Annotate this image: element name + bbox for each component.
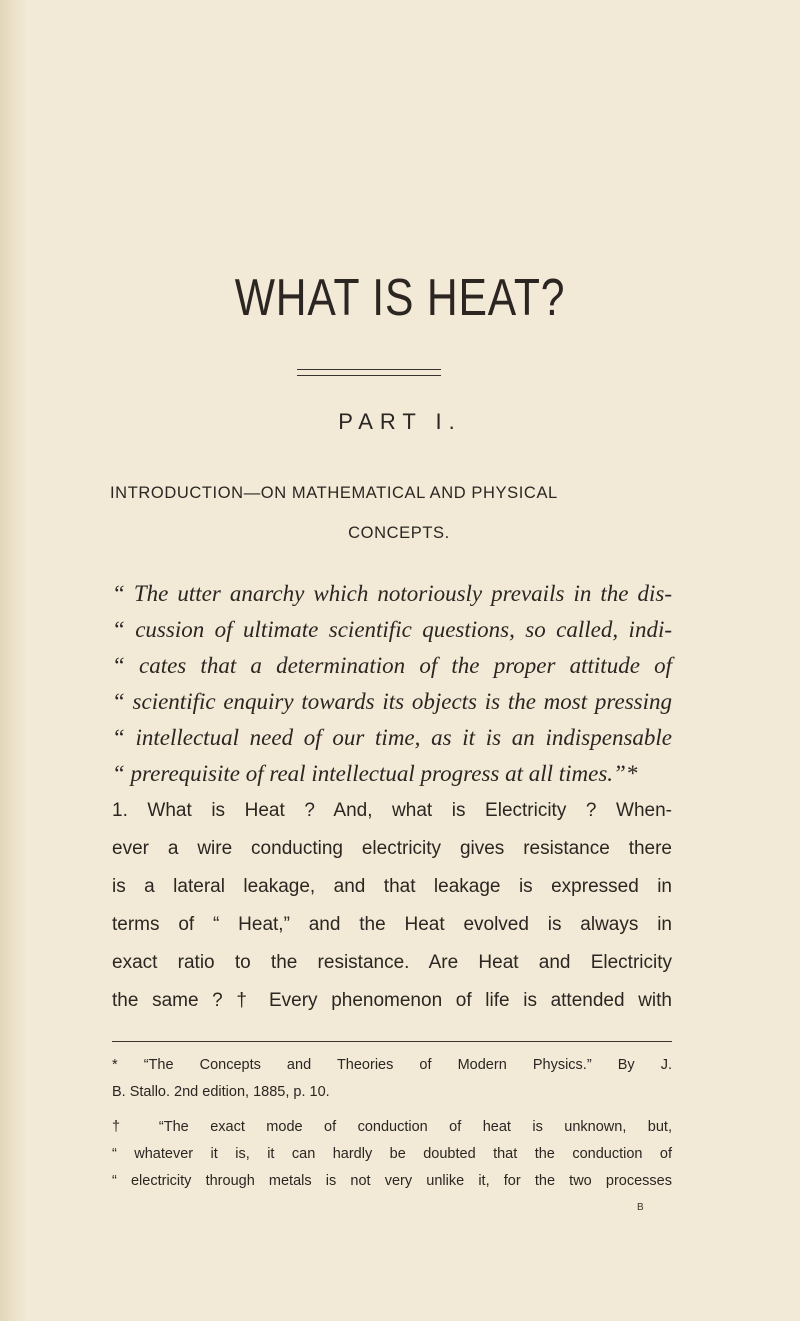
page-edge bbox=[0, 0, 28, 1321]
chapter-heading bbox=[110, 473, 670, 553]
footnotes bbox=[112, 1052, 672, 1195]
epigraph bbox=[112, 576, 672, 792]
body-line: exact ratio to the resistance. Are Heat and Electricity bbox=[112, 952, 672, 973]
epigraph-line: “ scientific enquiry towards its objects is the most pressing bbox=[112, 689, 672, 714]
body-paragraph bbox=[112, 792, 672, 1020]
footnote-star-line: B. Stallo. 2nd edition, 1885, p. 10. bbox=[112, 1084, 330, 1100]
footnote-dagger-line: † “The exact mode of conduction of heat is unknown, but, bbox=[112, 1119, 672, 1135]
footnote-dagger-line: “ whatever it is, it can hardly be doubted that the conduction of bbox=[112, 1146, 672, 1162]
body-line: the same ? † Every phenomenon of life is attended with bbox=[112, 990, 672, 1011]
signature-mark: B bbox=[637, 1202, 645, 1213]
body-line: terms of “ Heat,” and the Heat evolved is always in bbox=[112, 914, 672, 935]
body-line: ever a wire conducting electricity gives resistance there bbox=[112, 838, 672, 859]
chapter-heading-line-2: CONCEPTS. bbox=[348, 524, 450, 542]
epigraph-line: “ intellectual need of our time, as it is an indispensable bbox=[112, 725, 672, 750]
chapter-heading-line-1: INTRODUCTION—ON MATHEMATICAL AND PHYSICAL bbox=[110, 484, 558, 502]
epigraph-line: “ cussion of ultimate scientific questions, so called, indi- bbox=[112, 617, 672, 642]
epigraph-line: “ cates that a determination of the proper attitude of bbox=[112, 653, 672, 678]
body-line: 1. What is Heat ? And, what is Electricity ? When- bbox=[112, 800, 672, 821]
footnote-star-line: * “The Concepts and Theories of Modern Physics.” By J. bbox=[112, 1057, 672, 1073]
epigraph-line: “ The utter anarchy which notoriously prevails in the dis- bbox=[112, 581, 672, 606]
footnote-dagger-line: “ electricity through metals is not very unlike it, for the two processes bbox=[112, 1173, 672, 1189]
epigraph-line: “ prerequisite of real intellectual progress at all times.”* bbox=[112, 761, 638, 786]
page-title: WHAT IS HEAT? bbox=[234, 269, 566, 327]
footnote-rule bbox=[112, 1041, 672, 1042]
body-line: is a lateral leakage, and that leakage is expressed in bbox=[112, 876, 672, 897]
part-heading: PART I. bbox=[338, 409, 462, 434]
title-double-rule bbox=[297, 369, 441, 376]
